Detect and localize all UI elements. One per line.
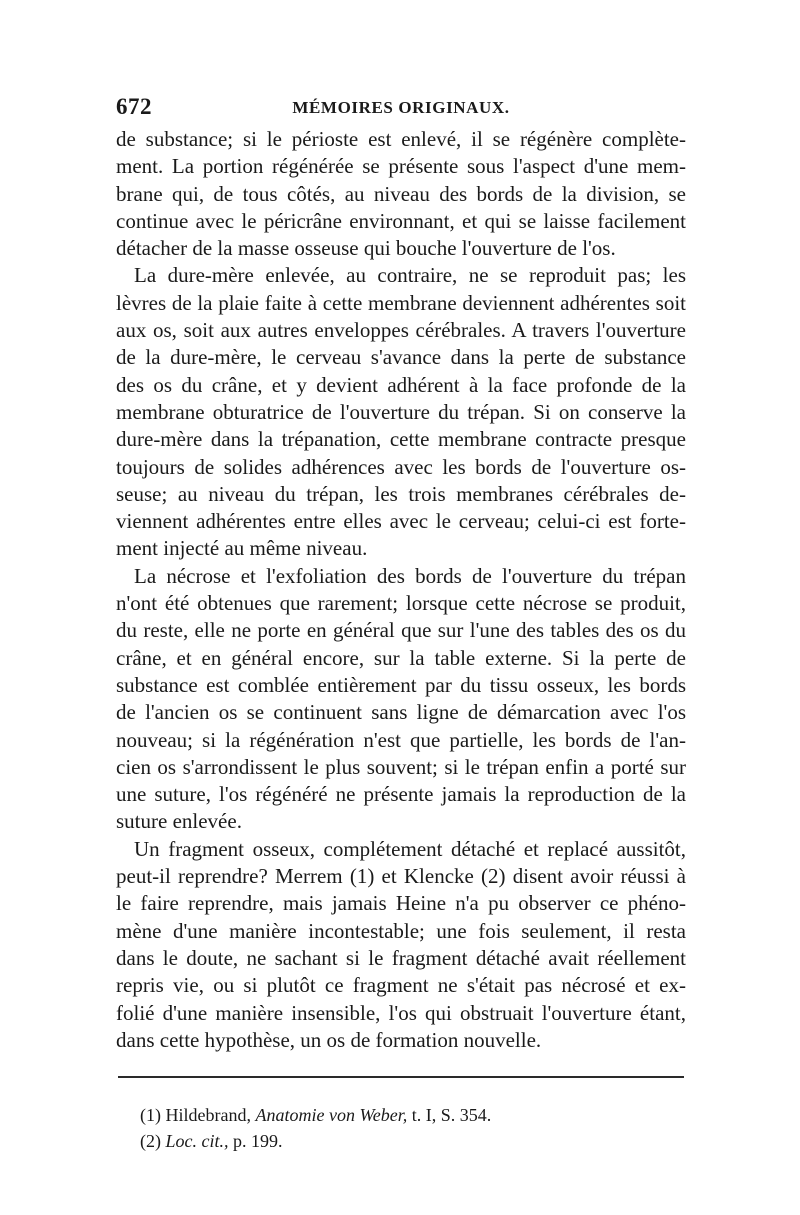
text-line: seuse; au niveau du trépan, les trois membranes cérébrales de- [116,481,686,506]
text-line: suture enlevée. [116,809,242,834]
text-line: de l'ancien os se continuent sans ligne de démarcation avec l'os [116,700,686,725]
text-line: le faire reprendre, mais jamais Heine n'a pu observer ce phéno- [116,891,686,916]
text-line: des os du crâne, et y devient adhérent à la face profonde de la [116,372,686,397]
text-line: peut-il reprendre? Merrem (1) et Klencke (2) disent avoir réussi à [116,864,686,889]
text-line: Un fragment osseux, complétement détaché et replacé aussitôt, [134,836,686,861]
text-line: de la dure-mère, le cerveau s'avance dans la perte de substance [116,345,686,370]
text-line: continue avec le péricrâne environnant, et qui se laisse facilement [116,208,686,233]
text-line: toujours de solides adhérences avec les bords de l'ouverture os- [116,454,686,479]
footnote-2 [140,1128,660,1154]
footnote-1-title: Anatomie von Weber, [255,1105,408,1125]
footnotes [140,1102,660,1154]
text-line: viennent adhérentes entre elles avec le cerveau; celui-ci est forte- [116,509,686,534]
footnote-1-suffix: t. I, S. 354. [407,1105,492,1125]
text-line: mène d'une manière incontestable; une fois seulement, il resta [116,918,686,943]
footnote-1 [140,1102,660,1128]
text-line: La dure-mère enlevée, au contraire, ne se reproduit pas; les [134,263,686,288]
text-line: aux os, soit aux autres enveloppes cérébrales. A travers l'ouverture [116,318,686,343]
text-line: une suture, l'os régénéré ne présente jamais la reproduction de la [116,782,686,807]
text-line: de substance; si le périoste est enlevé, il se régénère complète- [116,127,686,151]
text-line: dans cette hypothèse, un os de formation nouvelle. [116,1027,542,1052]
text-line: repris vie, ou si plutôt ce fragment ne s'était pas nécrosé et ex- [116,973,686,998]
text-line: du reste, elle ne porte en général que sur l'une des tables des os du [116,618,686,643]
text-line: nouveau; si la régénération n'est que partielle, les bords de l'an- [116,727,686,752]
text-line: ment. La portion régénérée se présente sous l'aspect d'une mem- [116,154,686,179]
text-line: folié d'une manière insensible, l'os qui obstruait l'ouverture étant, [116,1000,686,1025]
text-line: La nécrose et l'exfoliation des bords de l'ouverture du trépan [134,563,686,588]
text-line: détacher de la masse osseuse qui bouche l'ouverture de l'os. [116,236,616,261]
page-number: 672 [116,94,152,119]
text-line: n'ont été obtenues que rarement; lorsque cette nécrose se produit, [116,591,686,616]
text-line: membrane obturatrice de l'ouverture du trépan. Si on conserve la [116,399,686,424]
text-line: substance est comblée entièrement par du tissu osseux, les bords [116,672,686,697]
text-line: dure-mère dans la trépanation, cette membrane contracte presque [116,427,686,452]
footnote-rule [118,1076,684,1078]
text-line: brane qui, de tous côtés, au niveau des bords de la division, se [116,181,686,206]
text-line: lèvres de la plaie faite à cette membrane deviennent adhérentes soit [116,290,686,315]
text-line: ment injecté au même niveau. [116,536,368,561]
footnote-2-prefix: (2) [140,1131,166,1151]
running-head: MÉMOIRES ORIGINAUX. [292,98,510,117]
text-line: cien os s'arrondissent le plus souvent; si le trépan enfin a porté sur [116,754,686,779]
body-text [116,126,686,1054]
text-line: crâne, et en général encore, sur la table externe. Si la perte de [116,645,686,670]
footnote-1-prefix: (1) Hildebrand, [140,1105,256,1125]
page-header [116,94,686,124]
footnote-2-suffix: p. 199. [228,1131,283,1151]
text-line: dans le doute, ne sachant si le fragment détaché avait réellement [116,945,686,970]
footnote-2-title: Loc. cit., [165,1131,229,1151]
